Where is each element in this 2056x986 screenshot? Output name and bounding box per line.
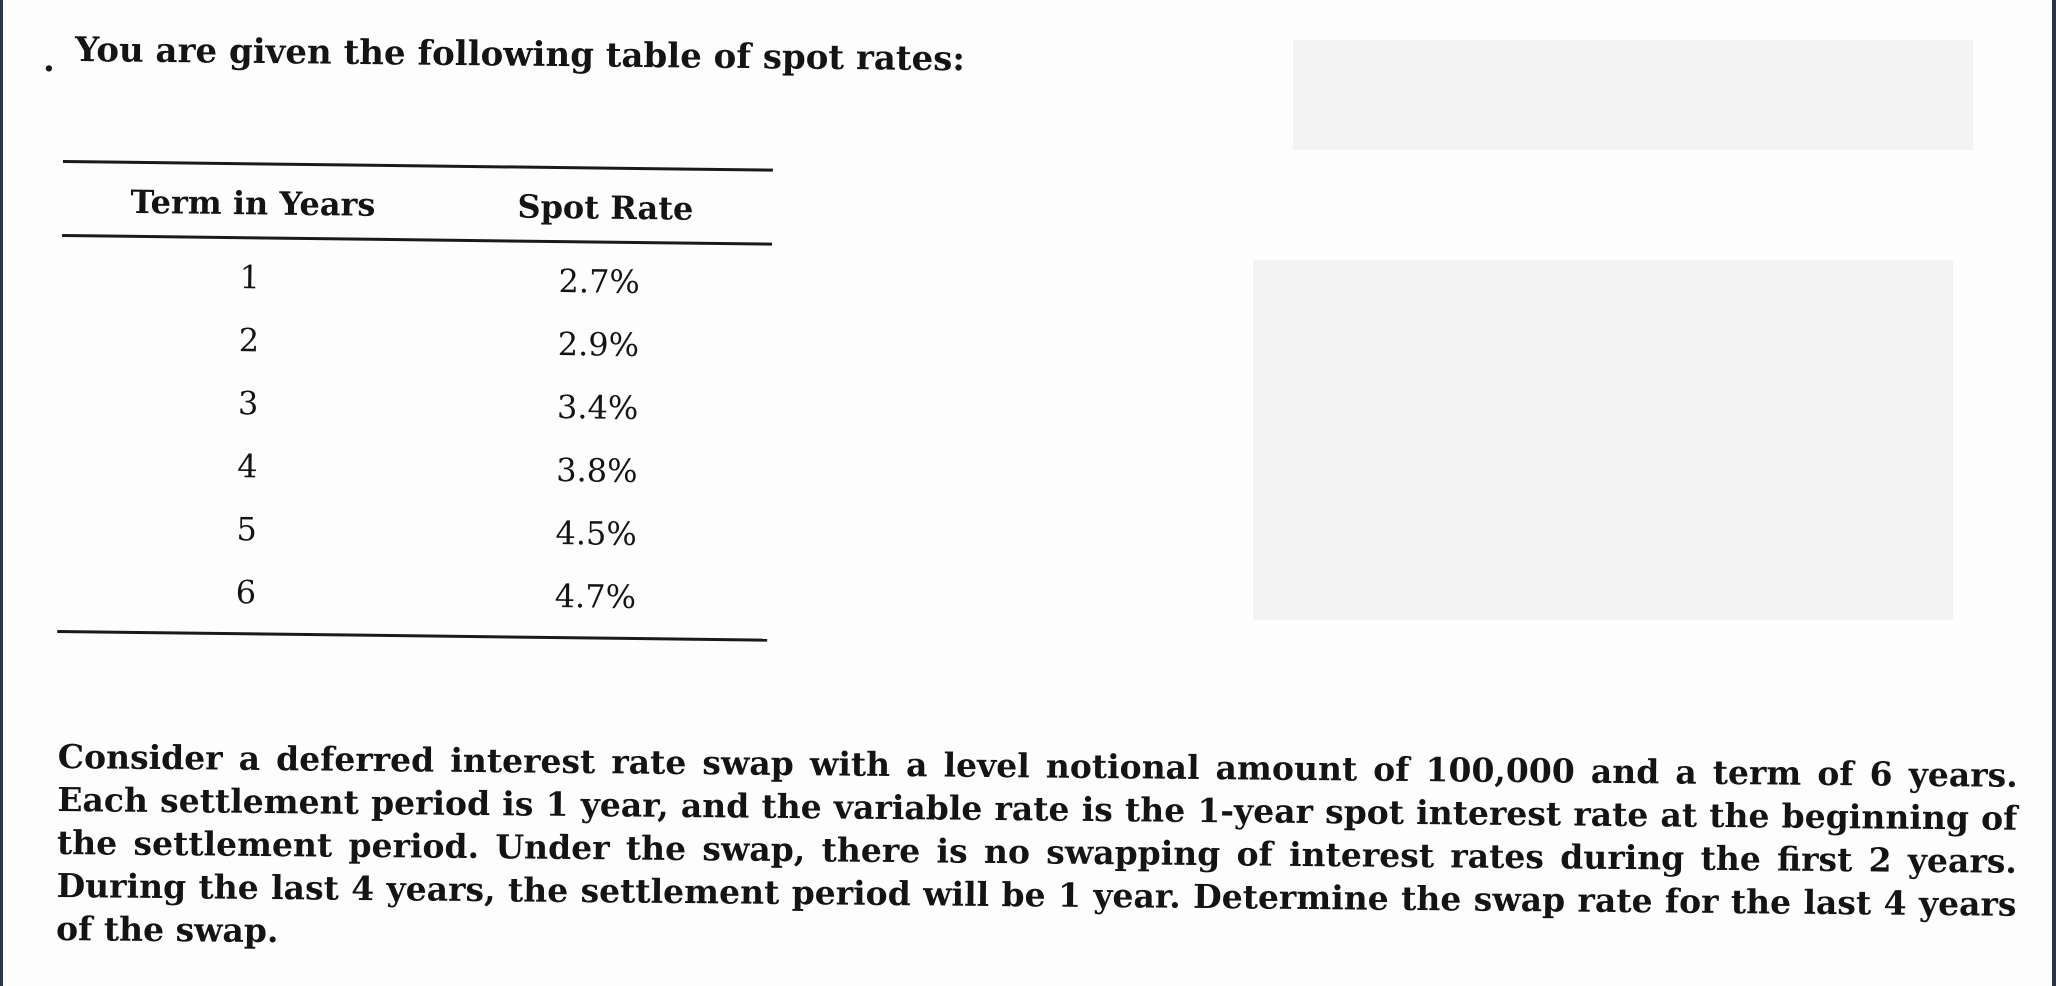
term-cell: 2: [238, 321, 260, 360]
rate-cell: 3.4%: [556, 388, 639, 428]
term-cell: 3: [237, 384, 259, 423]
right-border: [2052, 0, 2056, 986]
table-row: [60, 382, 771, 454]
term-cell: 5: [236, 510, 258, 549]
rate-cell: 2.7%: [558, 262, 641, 302]
header-term: Term in Years: [130, 182, 376, 224]
table-body: [57, 256, 772, 643]
page: [3, 0, 2052, 986]
table-row: [61, 256, 772, 328]
header-rate: Spot Rate: [517, 187, 694, 228]
spot-rate-table: [57, 160, 773, 669]
term-cell: 4: [237, 447, 258, 486]
bleed-through-table: [1253, 260, 1953, 620]
term-cell: 6: [235, 573, 257, 612]
rate-cell: 4.7%: [554, 577, 637, 617]
table-top-rule: [63, 160, 773, 172]
table-header-rule: [62, 234, 772, 246]
problem-paragraph: Consider a deferred interest rate swap with a level notional amount of 100,000 and a term of 6 years. Each settlement period is 1 year, and the variable rate is the 1-year spot interest rate at the beginning of the settlement period. Under the swap, there is no swapping of interest rates during the first 2 years. During the last 4 years, the settlement period will be 1 year. Determine the swap rate for the last 4 years of the swap.: [55, 736, 2018, 951]
rate-cell: 3.8%: [556, 451, 638, 491]
term-cell: 1: [239, 258, 261, 297]
table-row: [59, 445, 770, 517]
problem-intro: You are given the following table of spot rates:: [74, 30, 966, 80]
rate-cell: 2.9%: [557, 325, 640, 365]
table-row: [58, 508, 769, 580]
rate-cell: 4.5%: [555, 514, 638, 554]
problem-bullet: .: [43, 40, 55, 80]
bleed-through-text-block: [1293, 40, 1973, 150]
table-row: [60, 319, 771, 391]
